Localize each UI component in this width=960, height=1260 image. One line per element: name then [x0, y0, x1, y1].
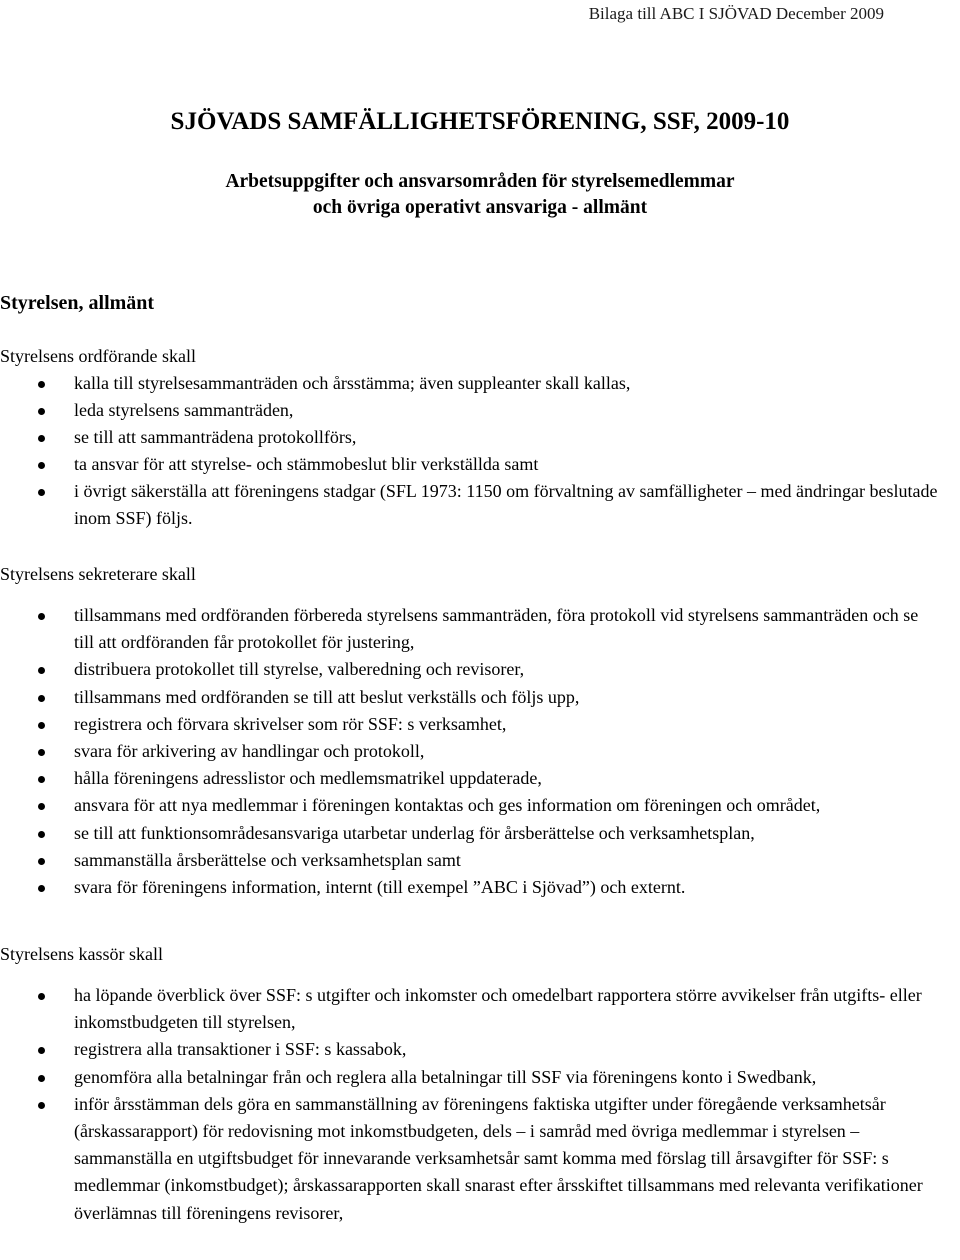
duty-text: sammanställa årsberättelse och verksamhetsplan samt [74, 849, 461, 870]
list-item [0, 738, 936, 765]
duty-text: registrera och förvara skrivelser som rör SSF: s verksamhet, [74, 713, 507, 734]
chair-duty-list [0, 370, 960, 532]
secretary-section [0, 561, 960, 901]
list-item [0, 792, 936, 819]
chair-intro: Styrelsens ordförande skall [0, 346, 196, 366]
subtitle-line-2: och övriga operativt ansvariga - allmänt [312, 197, 648, 218]
treasurer-intro: Styrelsens kassör skall [0, 944, 163, 964]
duty-text: se till att funktionsområdesansvariga utarbetar underlag för årsberättelse och verksamhetsplan, [74, 822, 755, 843]
list-item [0, 820, 936, 847]
list-item [0, 1064, 954, 1091]
duty-text: ta ansvar för att styrelse- och stämmobeslut blir verkställda samt [74, 454, 539, 474]
list-item [0, 874, 936, 901]
duty-text: se till att sammanträdena protokollförs, [74, 427, 357, 447]
duty-text: svara för arkivering av handlingar och protokoll, [74, 741, 425, 762]
list-item [0, 765, 936, 792]
duty-text: i övrigt säkerställa att föreningens stadgar (SFL 1973: 1150 om förvaltning av samfälligheter – med ändringar beslutade inom SSF) följs. [74, 481, 938, 528]
list-item [0, 602, 936, 656]
list-item [0, 1036, 954, 1063]
document-subtitle [0, 169, 960, 221]
list-item [0, 451, 940, 478]
header-note: Bilaga till ABC I SJÖVAD December 2009 [588, 4, 884, 23]
treasurer-duty-list [0, 982, 960, 1227]
list-item [0, 982, 954, 1036]
duty-text: leda styrelsens sammanträden, [74, 400, 294, 420]
duty-text: distribuera protokollet till styrelse, valberedning och revisorer, [74, 659, 525, 680]
duty-text: tillsammans med ordföranden förbereda styrelsens sammanträden, föra protokoll vid styrelsens sammanträden och se till att ordföranden får protokollet för justering, [74, 605, 919, 653]
list-item [0, 1091, 954, 1227]
duty-text: kalla till styrelsesammanträden och årsstämma; även suppleanter skall kallas, [74, 373, 631, 393]
list-item [0, 478, 940, 532]
treasurer-section [0, 941, 960, 1227]
list-item [0, 711, 936, 738]
list-item [0, 370, 940, 397]
subtitle-line-1: Arbetsuppgifter och ansvarsområden för styrelsemedlemmar [225, 171, 735, 192]
list-item [0, 684, 936, 711]
duty-text: tillsammans med ordföranden se till att beslut verkställs och följs upp, [74, 686, 580, 707]
duty-text: svara för föreningens information, internt (till exempel ”ABC i Sjövad”) och externt. [74, 877, 686, 898]
chair-section [0, 343, 960, 532]
secretary-duty-list [0, 602, 960, 901]
duty-text: inför årsstämman dels göra en sammanställning av föreningens faktiska utgifter under föregående verksamhetsår (årskassarapport) för redovisning mot inkomstbudgeten, dels – i samråd med övriga medlemmar i styrelsen – sammanställa en utgiftsbudget för innevarande verksamhetsår samt komma med förslag till årsavgifter för SSF: s medlemmar (inkomstbudget); årskassarapporten skall snarast efter årsskiftet tillsammans med relevanta verifikationer överlämnas till föreningens revisorer, [74, 1093, 923, 1223]
list-item [0, 397, 940, 424]
duty-text: ha löpande överblick över SSF: s utgifter och inkomster och omedelbart rapportera större avvikelser från utgifts- eller inkomstbudgeten till styrelsen, [74, 985, 922, 1033]
duty-text: registrera alla transaktioner i SSF: s kassabok, [74, 1039, 407, 1060]
secretary-intro: Styrelsens sekreterare skall [0, 564, 196, 584]
list-item [0, 656, 936, 683]
duty-text: ansvara för att nya medlemmar i föreningen kontaktas och ges information om föreningen och området, [74, 795, 821, 816]
section-heading: Styrelsen, allmänt [0, 292, 155, 314]
document-title: SJÖVADS SAMFÄLLIGHETSFÖRENING, SSF, 2009-10 [170, 108, 790, 135]
list-item [0, 847, 936, 874]
duty-text: hålla föreningens adresslistor och medlemsmatrikel uppdaterade, [74, 768, 542, 789]
duty-text: genomföra alla betalningar från och reglera alla betalningar till SSF via föreningens konto i Swedbank, [74, 1066, 817, 1087]
list-item [0, 424, 940, 451]
